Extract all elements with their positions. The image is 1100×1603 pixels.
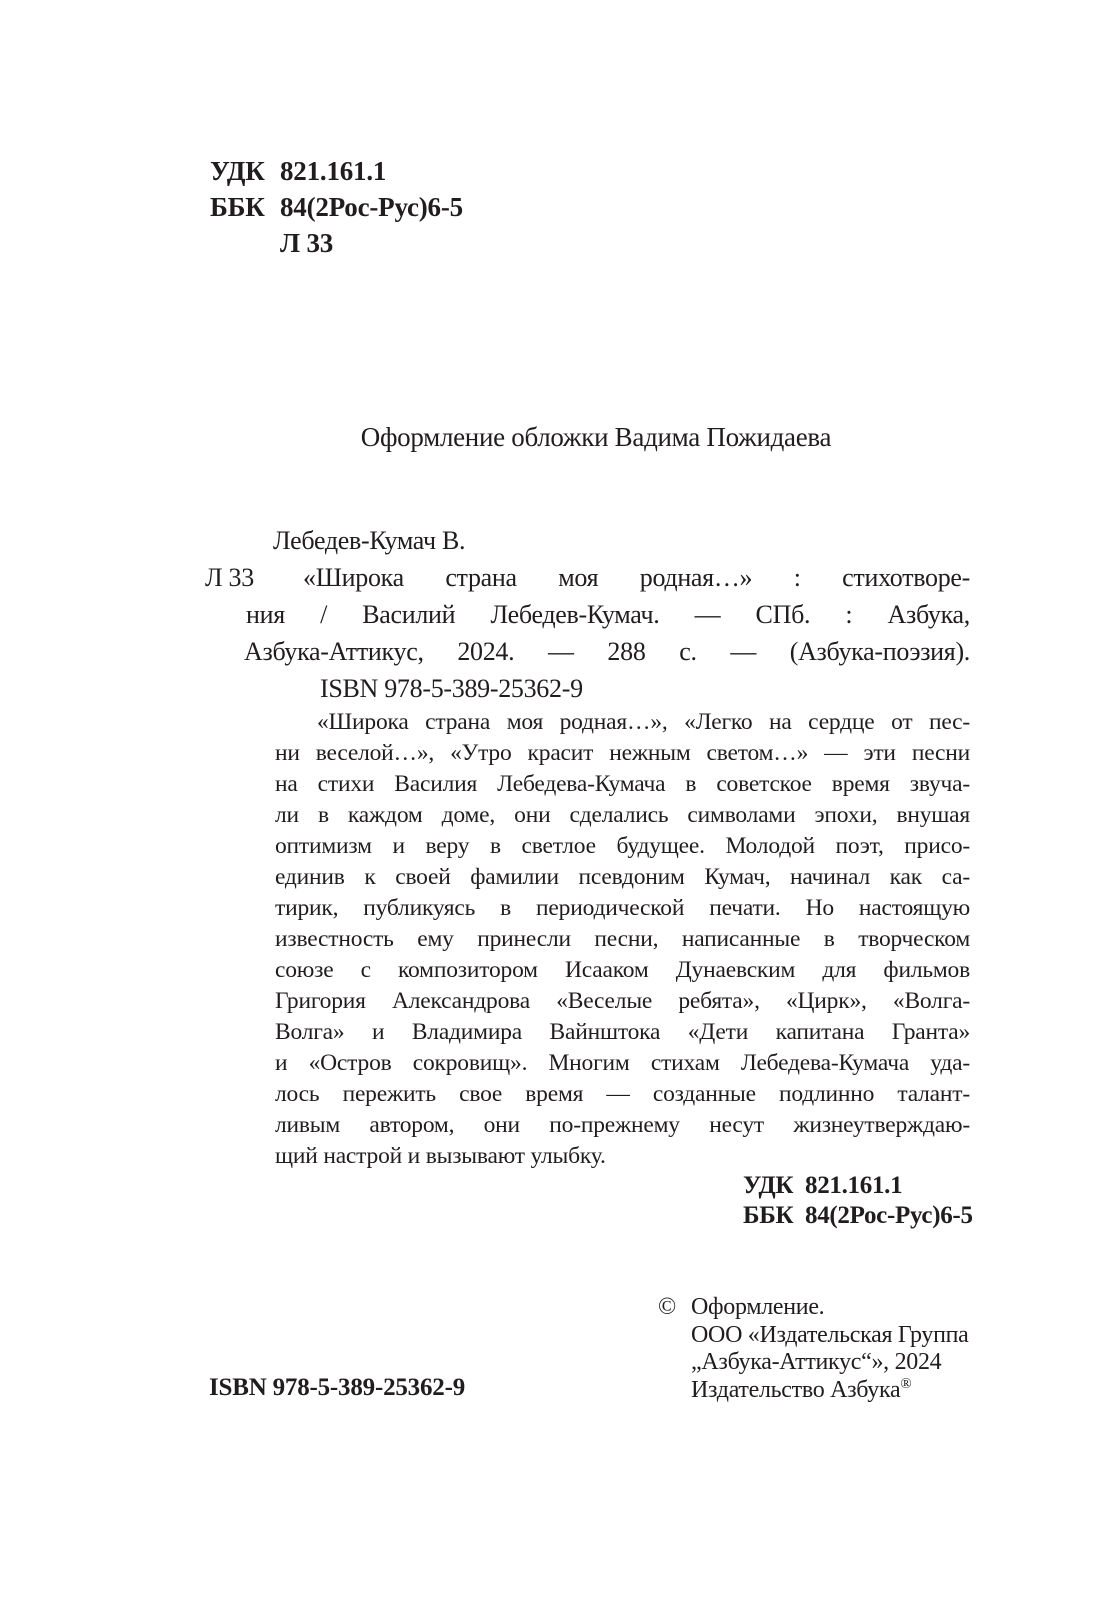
- udk-line: [210, 153, 463, 189]
- top-classification-codes: [210, 153, 463, 261]
- annotation-line: союзе с композитором Исааком Дунаевским для фильмов: [275, 957, 970, 983]
- isbn-bottom: ISBN 978-5-389-25362-9: [209, 1374, 466, 1401]
- author-mark: Л 33: [280, 228, 334, 258]
- catalog-author-mark: Л 33: [205, 563, 254, 592]
- udk-label: УДК: [210, 156, 265, 186]
- catalog-isbn: ISBN 978-5-389-25362-9: [320, 674, 583, 703]
- copyright-line: [658, 1377, 969, 1405]
- catalog-card: [205, 522, 970, 707]
- annotation-line: лось пережить свое время — созданные подлинно талант-: [275, 1081, 970, 1107]
- registered-mark: ®: [900, 1375, 912, 1392]
- cover-design-credit: Оформление обложки Вадима Пожидаева: [360, 422, 832, 452]
- copyright-line: [658, 1294, 969, 1322]
- annotation-line: на стихи Василия Лебедева-Кумача в советское время звуча-: [275, 771, 970, 797]
- annotation-paragraph: [275, 707, 970, 1172]
- annotation-line: и «Остров сокровищ». Многим стихам Лебедева-Кумача уда-: [275, 1050, 970, 1076]
- catalog-line: «Широка страна моя родная…» : стихотворе-: [303, 563, 970, 592]
- annotation-line: ни веселой…», «Утро красит нежным светом…» — эти песни: [275, 740, 970, 766]
- bbk-line: [743, 1201, 973, 1231]
- annotation-line: «Широка страна моя родная…», «Легко на сердце от пес-: [317, 709, 970, 735]
- udk-label: УДК: [743, 1172, 794, 1199]
- annotation-line: ли в каждом доме, они сделались символами эпохи, внушая: [275, 802, 970, 828]
- bbk-value: 84(2Рос-Рус)6-5: [805, 1202, 973, 1229]
- annotation-line: Григория Александрова «Веселые ребята», «Цирк», «Волга-: [275, 988, 970, 1014]
- bbk-label: ББК: [743, 1202, 794, 1229]
- publisher-name: Издательство Азбука: [691, 1376, 901, 1403]
- copyright-line: „Азбука-Аттикус“», 2024: [691, 1349, 942, 1375]
- annotation-line: известность ему принесли песни, написанные в творческом: [275, 926, 970, 952]
- catalog-author-heading: Лебедев-Кумач В.: [273, 526, 466, 555]
- copyright-symbol: ©: [658, 1294, 676, 1320]
- bbk-line: [210, 189, 463, 225]
- copyright-text: Оформление.: [691, 1294, 825, 1320]
- catalog-line: ния / Василий Лебедев-Кумач. — СПб. : Азбука,: [246, 600, 970, 629]
- annotation-line: щий настрой и вызывают улыбку.: [275, 1143, 606, 1169]
- bottom-classification-codes: [743, 1171, 973, 1231]
- copyright-block: [658, 1294, 969, 1404]
- copyright-line: ООО «Издательская Группа: [691, 1321, 969, 1348]
- annotation-line: Волга» и Владимира Вайнштока «Дети капитана Гранта»: [275, 1019, 970, 1045]
- udk-value: 821.161.1: [280, 156, 387, 186]
- catalog-line: Азбука-Аттикус, 2024. — 288 с. — (Азбука-поэзия).: [244, 637, 970, 666]
- annotation-line: единив к своей фамилии псевдоним Кумач, начинал как са-: [275, 864, 970, 890]
- udk-line: [743, 1171, 973, 1201]
- udk-value: 821.161.1: [805, 1172, 903, 1199]
- bbk-value: 84(2Рос-Рус)6-5: [280, 192, 463, 222]
- catalog-first-row: [205, 559, 970, 596]
- bbk-label: ББК: [210, 192, 265, 222]
- annotation-line: ливым автором, они по-прежнему несут жизнеутверждаю-: [275, 1112, 970, 1138]
- annotation-line: тирик, публикуясь в периодической печати. Но настоящую: [275, 895, 970, 921]
- annotation-line: оптимизм и веру в светлое будущее. Молодой поэт, присо-: [275, 833, 970, 859]
